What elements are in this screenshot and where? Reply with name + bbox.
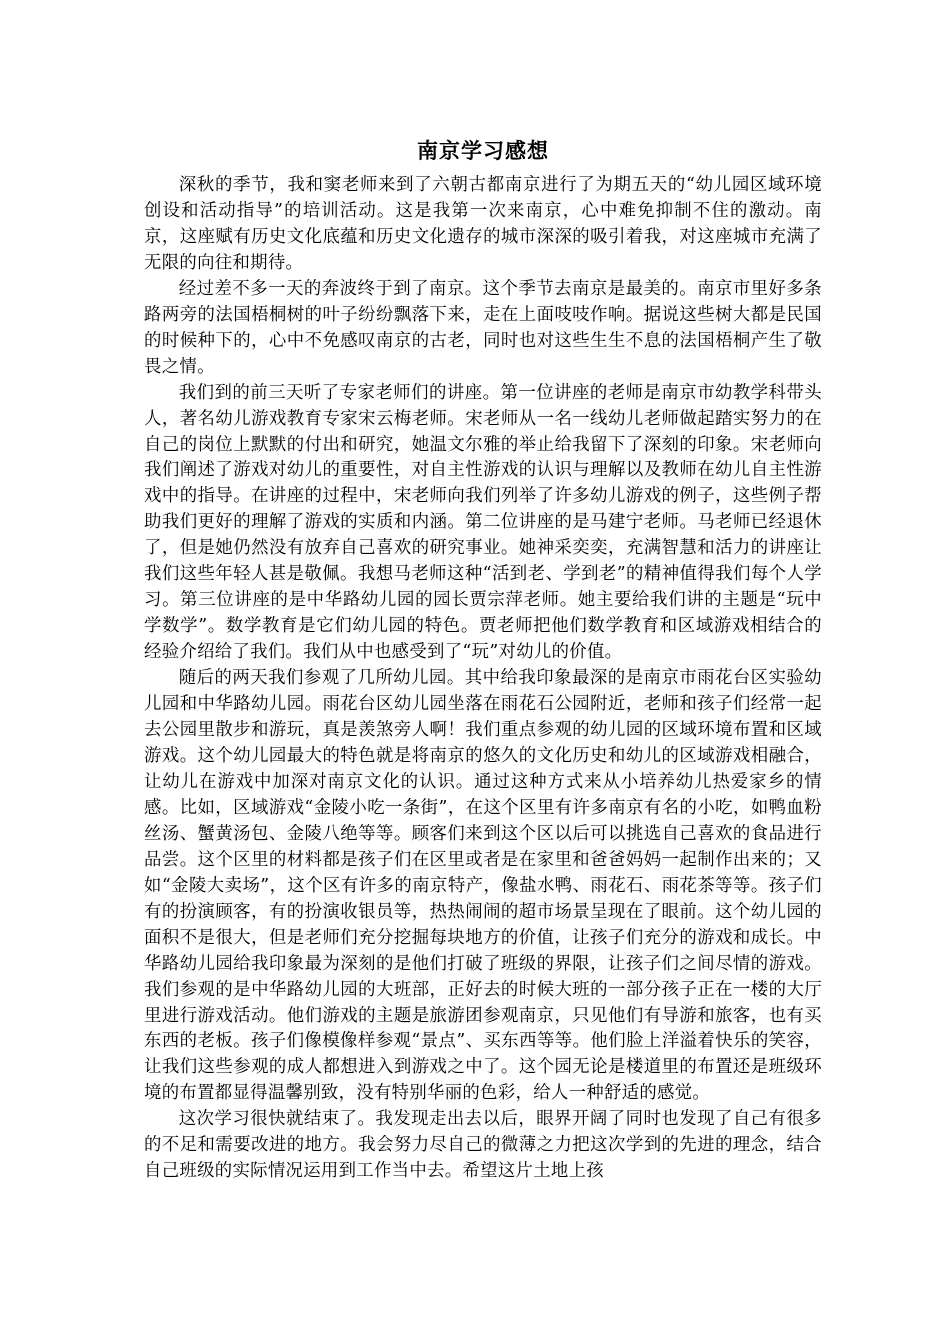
document-body — [144, 134, 822, 1185]
paragraph-conclusion: 这次学习很快就结束了。我发现走出去以后，眼界开阔了同时也发现了自己有很多的不足和需要改进的地方。我会努力尽自己的微薄之力把这次学到的先进的理念，结合自己班级的实际情况运用到工作当中去。希望这片土地上孩 — [144, 1109, 822, 1182]
paragraph-lectures: 我们到的前三天听了专家老师们的讲座。第一位讲座的老师是南京市幼教学科带头人，著名幼儿游戏教育专家宋云梅老师。宋老师从一名一线幼儿老师做起踏实努力的在自己的岗位上默默的付出和研究，她温文尔雅的举止给我留下了深刻的印象。宋老师向我们阐述了游戏对幼儿的重要性，对自主性游戏的认识与理解以及教师在幼儿自主性游戏中的指导。在讲座的过程中，宋老师向我们列举了许多幼儿游戏的例子，这些例子帮助我们更好的理解了游戏的实质和内涵。第二位讲座的是马建宁老师。马老师已经退休了，但是她仍然没有放弃自己喜欢的研究事业。她神采奕奕，充满智慧和活力的讲座让我们这些年轻人甚是敬佩。我想马老师这种“活到老、学到老”的精神值得我们每个人学习。第三位讲座的是中华路幼儿园的园长贾宗萍老师。她主要给我们讲的主题是“玩中学数学”。数学教育是它们幼儿园的特色。贾老师把他们数学教育和区域游戏相结合的经验介绍给了我们。我们从中也感受到了“玩”对幼儿的价值。 — [144, 382, 822, 663]
paragraph-arrival-intro: 深秋的季节，我和窦老师来到了六朝古都南京进行了为期五天的“幼儿园区域环境创设和活动指导”的培训活动。这是我第一次来南京，心中难免抑制不住的激动。南京，这座赋有历史文化底蕴和历史文化遗存的城市深深的吸引着我，对这座城市充满了无限的向往和期待。 — [144, 175, 822, 273]
paragraph-autumn-scenery: 经过差不多一天的奔波终于到了南京。这个季节去南京是最美的。南京市里好多条路两旁的法国梧桐树的叶子纷纷飘落下来，走在上面吱吱作响。据说这些树大都是民国的时候种下的，心中不免感叹南京的古老，同时也对这些生生不息的法国梧桐产生了敬畏之情。 — [144, 278, 822, 377]
paragraph-kindergarten-visits: 随后的两天我们参观了几所幼儿园。其中给我印象最深的是南京市雨花台区实验幼儿园和中华路幼儿园。雨花台区幼儿园坐落在雨花石公园附近，老师和孩子们经常一起去公园里散步和游玩，真是羡煞旁人啊！我们重点参观的幼儿园的区域环境布置和区域游戏。这个幼儿园最大的特色就是将南京的悠久的文化历史和幼儿的区域游戏相融合，让幼儿在游戏中加深对南京文化的认识。通过这种方式来从小培养幼儿热爱家乡的情感。比如，区域游戏“金陵小吃一条街”，在这个区里有许多南京有名的小吃，如鸭血粉丝汤、蟹黄汤包、金陵八绝等等。顾客们来到这个区以后可以挑选自己喜欢的食品进行品尝。这个区里的材料都是孩子们在区里或者是在家里和爸爸妈妈一起制作出来的；又如“金陵大卖场”，这个区有许多的南京特产，像盐水鸭、雨花石、雨花茶等等。孩子们有的扮演顾客，有的扮演收银员等，热热闹闹的超市场景呈现在了眼前。这个幼儿园的面积不是很大，但是老师们充分挖掘每块地方的价值，让孩子们充分的游戏和成长。中华路幼儿园给我印象最为深刻的是他们打破了班级的界限，让孩子们之间尽情的游戏。我们参观的是中华路幼儿园的大班部，正好去的时候大班的一部分孩子正在一楼的大厅里进行游戏活动。他们游戏的主题是旅游团参观南京，只见他们有导游和旅客，也有买东西的老板。孩子们像模像样参观“景点”、买东西等等。他们脸上洋溢着快乐的笑容，让我们这些参观的成人都想进入到游戏之中了。这个园无论是楼道里的布置还是班级环境的布置都显得温馨别致，没有特别华丽的色彩，给人一种舒适的感觉。 — [144, 668, 822, 1104]
document-title: 南京学习感想 — [417, 139, 549, 163]
